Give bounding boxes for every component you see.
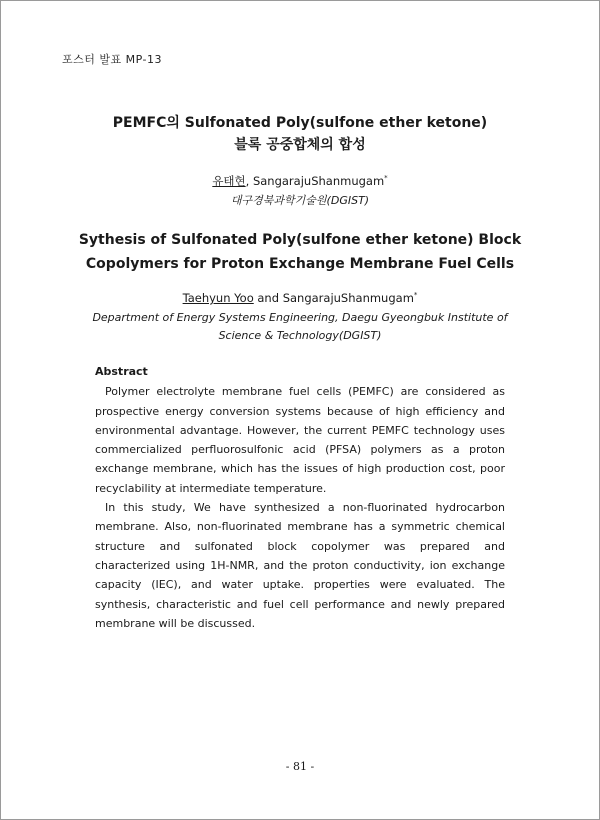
english-affiliation-line1: Department of Energy Systems Engineering, Daegu Gyeongbuk Institute of xyxy=(92,311,508,324)
english-title xyxy=(0,228,600,276)
english-title-line1: Sythesis of Sulfonated Poly(sulfone ether ketone) Block xyxy=(78,232,522,248)
abstract-section xyxy=(95,362,505,633)
english-affiliation xyxy=(0,309,600,345)
abstract-paragraph-2: In this study, We have synthesized a non-fluorinated hydrocarbon membrane. Also, non-fluorinated membrane has a symmetric chemical structure and sulfonated block copolymer was prepared and characterized using 1H-NMR, and the proton conductivity, ion exchange capacity (IEC), and water uptake. properties were evaluated. The synthesis, characteristic and fuel cell performance and newly prepared membrane will be discussed. xyxy=(95,501,505,630)
english-author-1: Taehyun Yoo xyxy=(182,291,254,305)
korean-title-line1: PEMFC의 Sulfonated Poly(sulfone ether ketone) xyxy=(112,115,488,131)
korean-author-2: SangarajuShanmugam xyxy=(252,174,385,188)
english-authors xyxy=(0,291,600,305)
korean-title xyxy=(0,112,600,156)
english-author-2: SangarajuShanmugam xyxy=(282,291,414,305)
abstract-paragraph-1: Polymer electrolyte membrane fuel cells (PEMFC) are considered as prospective energy conversion systems because of high efficiency and environmental advantage. However, the current PEMFC technology uses commercialized perfluorosulfonic acid (PFSA) polymers as a proton exchange membrane, which has the issues of high production cost, poor recyclability at intermediate temperature. xyxy=(95,385,505,495)
korean-affiliation: 대구경북과학기술원(DGIST) xyxy=(230,194,370,207)
page-number: - 81 - xyxy=(285,760,315,773)
abstract-heading: Abstract xyxy=(95,365,148,378)
korean-title-line2: 블록 공중합체의 합성 xyxy=(234,137,366,153)
english-affiliation-line2: Science & Technology(DGIST) xyxy=(218,329,382,342)
korean-author-1: 유태현 xyxy=(212,174,246,188)
english-author-separator: and xyxy=(253,291,283,305)
korean-authors xyxy=(0,173,600,189)
corresponding-mark: * xyxy=(384,174,388,183)
corresponding-mark: * xyxy=(413,291,418,300)
session-tag: 포스터 발표 MP-13 xyxy=(62,53,162,66)
english-title-line2: Copolymers for Proton Exchange Membrane Fuel Cells xyxy=(85,256,515,272)
korean-author-separator: , xyxy=(245,174,253,188)
